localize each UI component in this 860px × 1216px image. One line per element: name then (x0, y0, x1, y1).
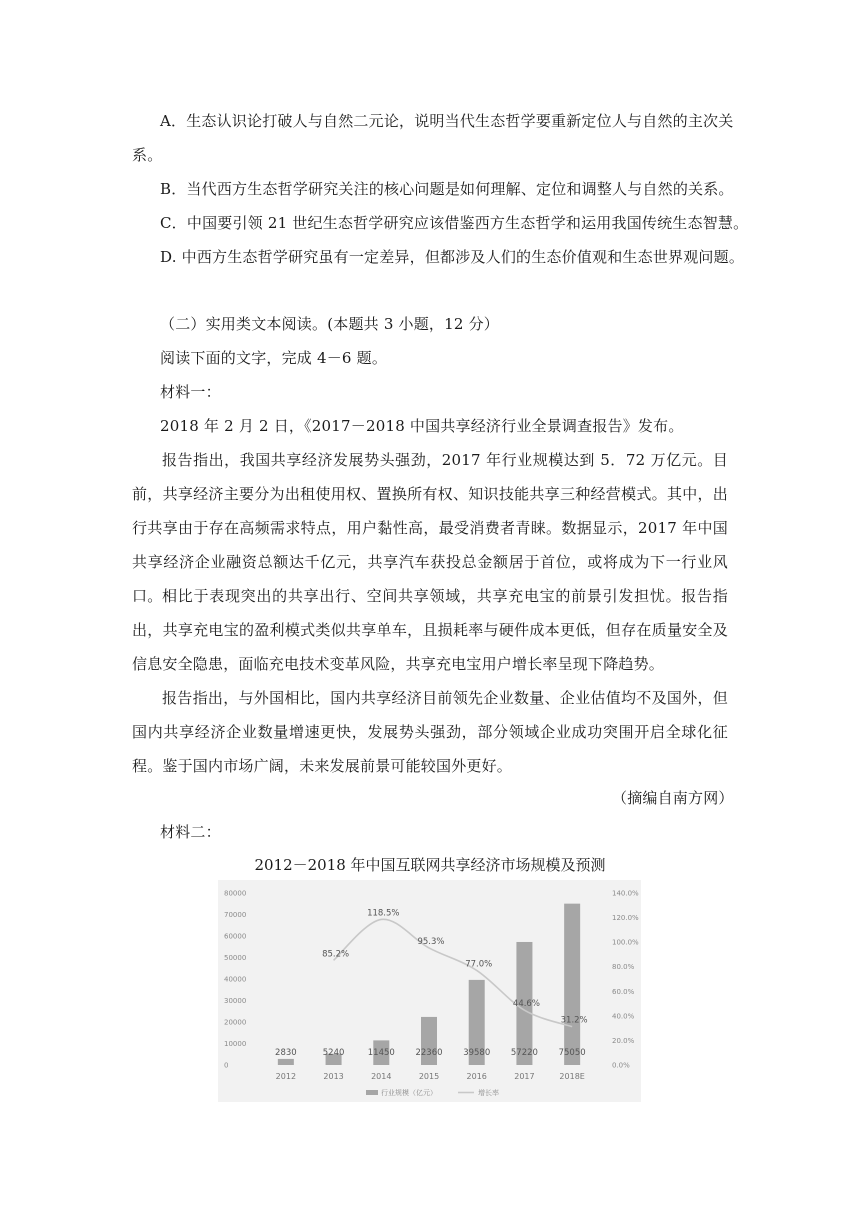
right-axis-tick: 140.0% (612, 889, 639, 898)
bar-value-label: 11450 (367, 1048, 395, 1058)
option-d: D. 中西方生态哲学研究虽有一定差异，但都涉及人们的生态价值观和生态世界观问题。 (160, 248, 745, 266)
bar-value-label: 57220 (510, 1048, 538, 1058)
left-axis-tick: 80000 (224, 889, 247, 898)
right-axis-tick: 100.0% (612, 938, 639, 947)
x-axis-tick: 2016 (466, 1072, 487, 1081)
x-axis-tick: 2017 (514, 1072, 535, 1081)
right-axis-tick: 120.0% (612, 914, 639, 923)
growth-rate-label: 95.3% (417, 936, 445, 947)
legend-line-label: 增长率 (478, 1089, 499, 1097)
left-axis-tick: 70000 (224, 911, 247, 919)
right-axis-tick: 80.0% (612, 963, 635, 972)
bar-value-label: 2830 (275, 1048, 297, 1058)
x-axis-tick: 2014 (371, 1072, 392, 1081)
instruction: 阅读下面的文字，完成 4－6 题。 (160, 349, 388, 367)
option-c: C．中国要引领 21 世纪生态哲学研究应该借鉴西方生态哲学和运用我国传统生态智慧。 (160, 214, 749, 232)
left-axis-tick: 50000 (224, 954, 247, 962)
material1-paragraph-3: 报告指出，与外国相比，国内共享经济目前领先企业数量、企业估值均不及国外，但国内共享经济企业数量增速更快，发展势头强劲，部分领域企业成功突围开启全球化征程。鉴于国内市场广阔，未来发展前景可能较国外更好。 (132, 689, 728, 775)
left-axis-tick: 0 (224, 1061, 229, 1070)
bar-value-label: 5240 (322, 1048, 345, 1058)
x-axis-tick: 2018E (559, 1072, 585, 1081)
bar (278, 1059, 294, 1065)
right-axis-tick: 0.0% (612, 1061, 630, 1070)
material1-paragraph-2: 相比于表现突出的共享出行、空间共享领域，共享充电宝的前景引发担忧。报告指出，共享充电宝的盈利模式类似共享单车，且损耗率与硬件成本更低，但存在质量安全及信息安全隐患，面临充电技术变革风险，共享充电宝用户增长率呈现下降趋势。 (132, 587, 728, 673)
growth-rate-label: 118.5% (367, 908, 400, 919)
bar-value-label: 75050 (558, 1048, 586, 1058)
left-axis-tick: 20000 (224, 1018, 247, 1027)
section-heading: （二）实用类文本阅读。(本题共 3 小题，12 分） (160, 315, 499, 333)
material2-label: 材料二： (160, 823, 221, 841)
option-a-line2: 系。 (132, 146, 163, 164)
growth-rate-label: 31.2% (560, 1015, 588, 1026)
material1-label: 材料一： (160, 383, 221, 401)
material1-date-line: 2018 年 2 月 2 日，《2017－2018 中国共享经济行业全景调查报告》发布。 (160, 417, 684, 435)
right-axis-tick: 40.0% (612, 1012, 635, 1021)
left-axis-tick: 40000 (224, 975, 247, 984)
right-axis-tick: 20.0% (612, 1036, 635, 1045)
left-axis-tick: 30000 (224, 997, 247, 1005)
bar (564, 904, 580, 1065)
bar-value-label: 22360 (415, 1048, 443, 1058)
growth-rate-label: 44.6% (512, 999, 540, 1010)
growth-rate-line (334, 919, 573, 1026)
chart-title: 2012－2018 年中国互联网共享经济市场规模及预测 (254, 856, 606, 874)
x-axis-tick: 2012 (275, 1072, 297, 1081)
legend-bar-label: 行业规模（亿元） (381, 1089, 437, 1097)
growth-rate-label: 77.0% (465, 959, 493, 970)
left-axis-tick: 60000 (224, 932, 247, 941)
bar-value-label: 39580 (463, 1048, 491, 1058)
x-axis-tick: 2013 (323, 1072, 344, 1081)
chart-svg (218, 880, 641, 1102)
option-b: B．当代西方生态哲学研究关注的核心问题是如何理解、定位和调整人与自然的关系。 (160, 180, 734, 198)
source-credit: （摘编自南方网） (612, 789, 734, 807)
legend-bar-swatch (366, 1090, 378, 1095)
growth-rate-label: 85.2% (322, 949, 350, 960)
material1-paragraph-1: 报告指出，我国共享经济发展势头强劲，2017 年行业规模达到 5．72 万亿元。目前，共享经济主要分为出租使用权、置换所有权、知识技能共享三种经营模式。其中，出行共享由于存在高频需求特点，用户黏性高，最受消费者青睐。数据显示，2017 年中国共享经济企业融资总额达千亿元，共享汽车获投总金额居于首位，或将成为下一行业风口。 (132, 451, 728, 605)
option-a-line1: A．生态认识论打破人与自然二元论，说明当代生态哲学要重新定位人与自然的主次关 (160, 112, 734, 130)
chart-area (218, 880, 641, 1102)
x-axis-tick: 2015 (418, 1072, 440, 1081)
right-axis-tick: 60.0% (612, 987, 635, 996)
left-axis-tick: 10000 (224, 1040, 247, 1048)
